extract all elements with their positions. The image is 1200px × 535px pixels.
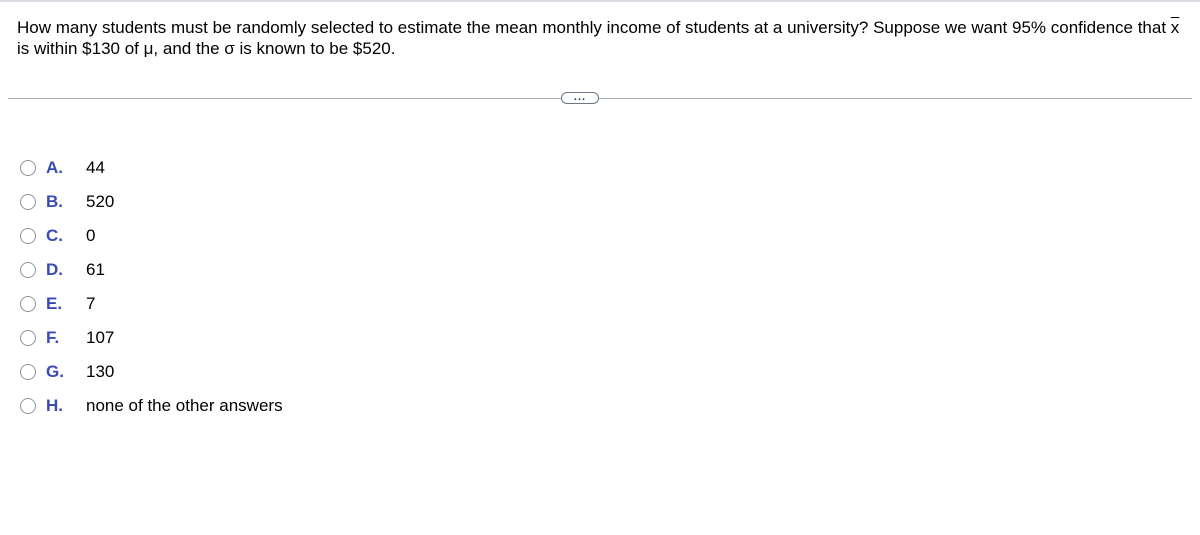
expand-more-button[interactable] <box>561 92 599 104</box>
option-letter: C. <box>46 226 63 245</box>
option-letter: A. <box>46 158 63 177</box>
option-a[interactable] <box>20 151 520 185</box>
question-part-2: is within $130 of μ, and the σ is known to be $520. <box>17 39 396 58</box>
x-bar-symbol: $\overline{x}$ <box>1170 18 1180 37</box>
top-border <box>0 0 1200 2</box>
question-part-1: How many students must be randomly selected to estimate the mean monthly income of students at a university? Suppose we want 95% confidence that <box>17 18 1171 37</box>
radio-button-icon[interactable] <box>20 228 36 244</box>
radio-button-icon[interactable] <box>20 330 36 346</box>
option-letter: H. <box>46 396 63 415</box>
option-text: 520 <box>86 192 115 211</box>
radio-button-icon[interactable] <box>20 160 36 176</box>
option-letter: F. <box>46 328 60 347</box>
option-h[interactable] <box>20 389 520 423</box>
option-g[interactable] <box>20 355 520 389</box>
radio-button-icon[interactable] <box>20 398 36 414</box>
radio-button-icon[interactable] <box>20 296 36 312</box>
option-text: 107 <box>86 328 115 347</box>
option-text: none of the other answers <box>86 396 283 415</box>
option-e[interactable] <box>20 287 520 321</box>
radio-button-icon[interactable] <box>20 194 36 210</box>
option-text: 130 <box>86 362 115 381</box>
radio-button-icon[interactable] <box>20 364 36 380</box>
option-f[interactable] <box>20 321 520 355</box>
more-dots-icon: ... <box>573 90 587 103</box>
option-c[interactable] <box>20 219 520 253</box>
section-divider <box>8 98 1192 99</box>
option-text: 44 <box>86 158 105 177</box>
question-text <box>17 17 1192 59</box>
option-text: 61 <box>86 260 105 279</box>
option-letter: D. <box>46 260 63 279</box>
option-letter: G. <box>46 362 64 381</box>
option-text: 0 <box>86 226 96 245</box>
option-letter: B. <box>46 192 63 211</box>
option-letter: E. <box>46 294 63 313</box>
answer-options <box>20 151 520 423</box>
option-text: 7 <box>86 294 96 313</box>
option-b[interactable] <box>20 185 520 219</box>
option-d[interactable] <box>20 253 520 287</box>
radio-button-icon[interactable] <box>20 262 36 278</box>
